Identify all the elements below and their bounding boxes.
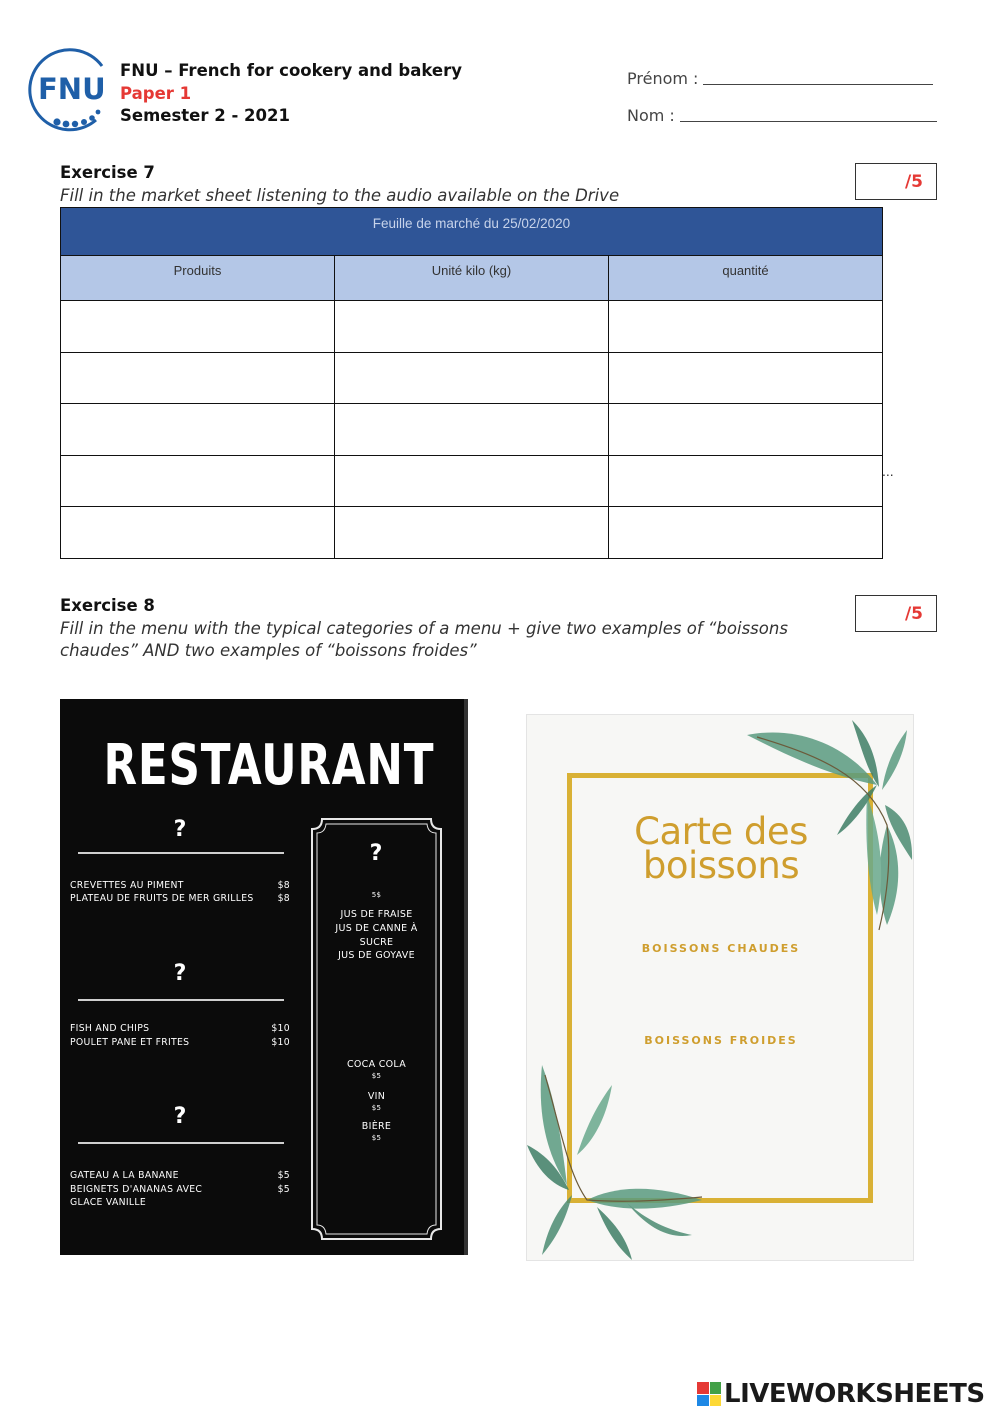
exercise8-score-box: /5 — [855, 595, 937, 632]
logo-text: FNU — [38, 72, 106, 106]
drink-name: VIN — [367, 1091, 386, 1102]
restaurant-title: RESTAURANT — [103, 733, 435, 798]
exercise7-instruction: Fill in the market sheet listening to the audio available on the Drive — [60, 186, 620, 205]
answer-cell[interactable] — [335, 352, 609, 404]
menu-item — [70, 1169, 290, 1182]
lastname-input-line[interactable] — [680, 121, 937, 122]
semester-label: Semester 2 - 2021 — [120, 106, 290, 125]
drinks-card-title-line2: boissons — [642, 844, 800, 887]
answer-cell[interactable] — [609, 507, 883, 559]
menu-item-price: $10 — [271, 1023, 290, 1034]
course-title: FNU – French for cookery and bakery — [120, 61, 462, 80]
market-sheet-title: Feuille de marché du 25/02/2020 — [61, 208, 883, 256]
answer-cell[interactable] — [61, 404, 335, 456]
hot-drinks-heading[interactable]: BOISSONS CHAUDES — [641, 942, 801, 955]
menu-item-price: $5 — [277, 1170, 290, 1181]
leaves-bottom-left-icon — [527, 1035, 717, 1261]
divider — [78, 852, 284, 854]
category-placeholder-1[interactable]: ? — [173, 817, 187, 842]
divider — [78, 999, 284, 1001]
drink-price: $5 — [371, 1133, 382, 1142]
answer-cell[interactable] — [61, 352, 335, 404]
answer-cell[interactable] — [335, 404, 609, 456]
paper-label: Paper 1 — [120, 83, 192, 103]
drinks-card — [526, 714, 914, 1261]
liveworksheets-logo — [697, 1378, 997, 1410]
lastname-field — [627, 103, 937, 125]
answer-cell[interactable] — [335, 507, 609, 559]
drinks-card-title-line1: Carte des — [634, 810, 808, 853]
table-row — [61, 507, 883, 559]
drink-item — [310, 1058, 443, 1081]
juice-item: JUS DE GOYAVE — [338, 950, 415, 961]
menu-item-name: PLATEAU DE FRUITS DE MER GRILLES — [70, 893, 254, 904]
category-placeholder-drinks[interactable]: ? — [369, 841, 383, 866]
category-placeholder-2[interactable]: ? — [173, 961, 187, 986]
header-titles — [120, 60, 462, 128]
exercise8-instruction-line2: chaudes” AND two examples of “boissons froides” — [60, 641, 477, 660]
drink-item — [310, 1090, 443, 1113]
restaurant-menu — [60, 699, 468, 1255]
menu-item-name: CREVETTES AU PIMENT — [70, 880, 184, 891]
answer-cell[interactable] — [61, 301, 335, 353]
answer-cell[interactable] — [61, 455, 335, 507]
column-header-quantite: quantité — [609, 256, 883, 301]
table-row — [61, 455, 883, 507]
menu-item — [70, 879, 290, 892]
table-row — [61, 301, 883, 353]
lastname-label: Nom : — [627, 106, 675, 125]
answer-cell[interactable] — [609, 455, 883, 507]
menu-item-price: $8 — [277, 893, 290, 904]
drink-price: $5 — [371, 1071, 382, 1080]
column-header-unite: Unité kilo (kg) — [335, 256, 609, 301]
menu-item-name: FISH AND CHIPS — [70, 1023, 150, 1034]
drink-price-top: 5$ — [371, 891, 382, 899]
menu-item-name: POULET PANE ET FRITES — [70, 1037, 190, 1048]
menu-item-price: $5 — [277, 1184, 290, 1195]
cold-drinks-heading[interactable]: BOISSONS FROIDES — [644, 1034, 798, 1047]
menu-item-price: $10 — [271, 1037, 290, 1048]
menu-item-price: $8 — [277, 880, 290, 891]
menu-item-name: GATEAU A LA BANANE — [70, 1170, 179, 1181]
menu-item — [70, 1036, 290, 1049]
column-header-produits: Produits — [61, 256, 335, 301]
juice-item: JUS DE FRAISE — [340, 909, 413, 920]
answer-cell[interactable] — [609, 301, 883, 353]
menu-item — [70, 1183, 290, 1209]
drink-name: COCA COLA — [346, 1059, 407, 1070]
exercise8-instruction-line1: Fill in the menu with the typical categories of a menu + give two examples of “boissons — [60, 619, 788, 638]
answer-cell[interactable] — [335, 301, 609, 353]
table-row — [61, 352, 883, 404]
drink-name: BIÈRE — [361, 1121, 392, 1132]
firstname-label: Prénom : — [627, 69, 699, 88]
liveworksheets-badge-icon — [697, 1382, 721, 1406]
juice-item: JUS DE CANNE À SUCRE — [335, 923, 418, 948]
table-row — [61, 404, 883, 456]
menu-item-name: BEIGNETS D'ANANAS AVEC GLACE VANILLE — [70, 1184, 203, 1208]
name-fields — [627, 66, 937, 140]
drinks-card-title — [527, 810, 914, 887]
exercise7-score-box: /5 — [855, 163, 937, 200]
fnu-logo — [24, 46, 120, 132]
answer-cell[interactable] — [609, 404, 883, 456]
exercise7-title: Exercise 7 — [60, 163, 155, 182]
market-sheet-table — [60, 207, 883, 559]
exercise8-title: Exercise 8 — [60, 596, 155, 615]
menu-item — [70, 1022, 290, 1035]
drink-price: $5 — [371, 1103, 382, 1112]
menu-item — [70, 892, 290, 905]
firstname-field — [627, 66, 937, 88]
drink-item — [310, 1120, 443, 1143]
divider — [78, 1142, 284, 1144]
answer-cell[interactable] — [609, 352, 883, 404]
answer-cell[interactable] — [335, 455, 609, 507]
drinks-frame — [310, 817, 443, 1241]
answer-cell[interactable] — [61, 507, 335, 559]
trailing-ellipsis: ... — [882, 463, 894, 479]
firstname-input-line[interactable] — [703, 84, 933, 85]
liveworksheets-brand: LIVEWORKSHEETS — [724, 1379, 985, 1409]
category-placeholder-3[interactable]: ? — [173, 1104, 187, 1129]
